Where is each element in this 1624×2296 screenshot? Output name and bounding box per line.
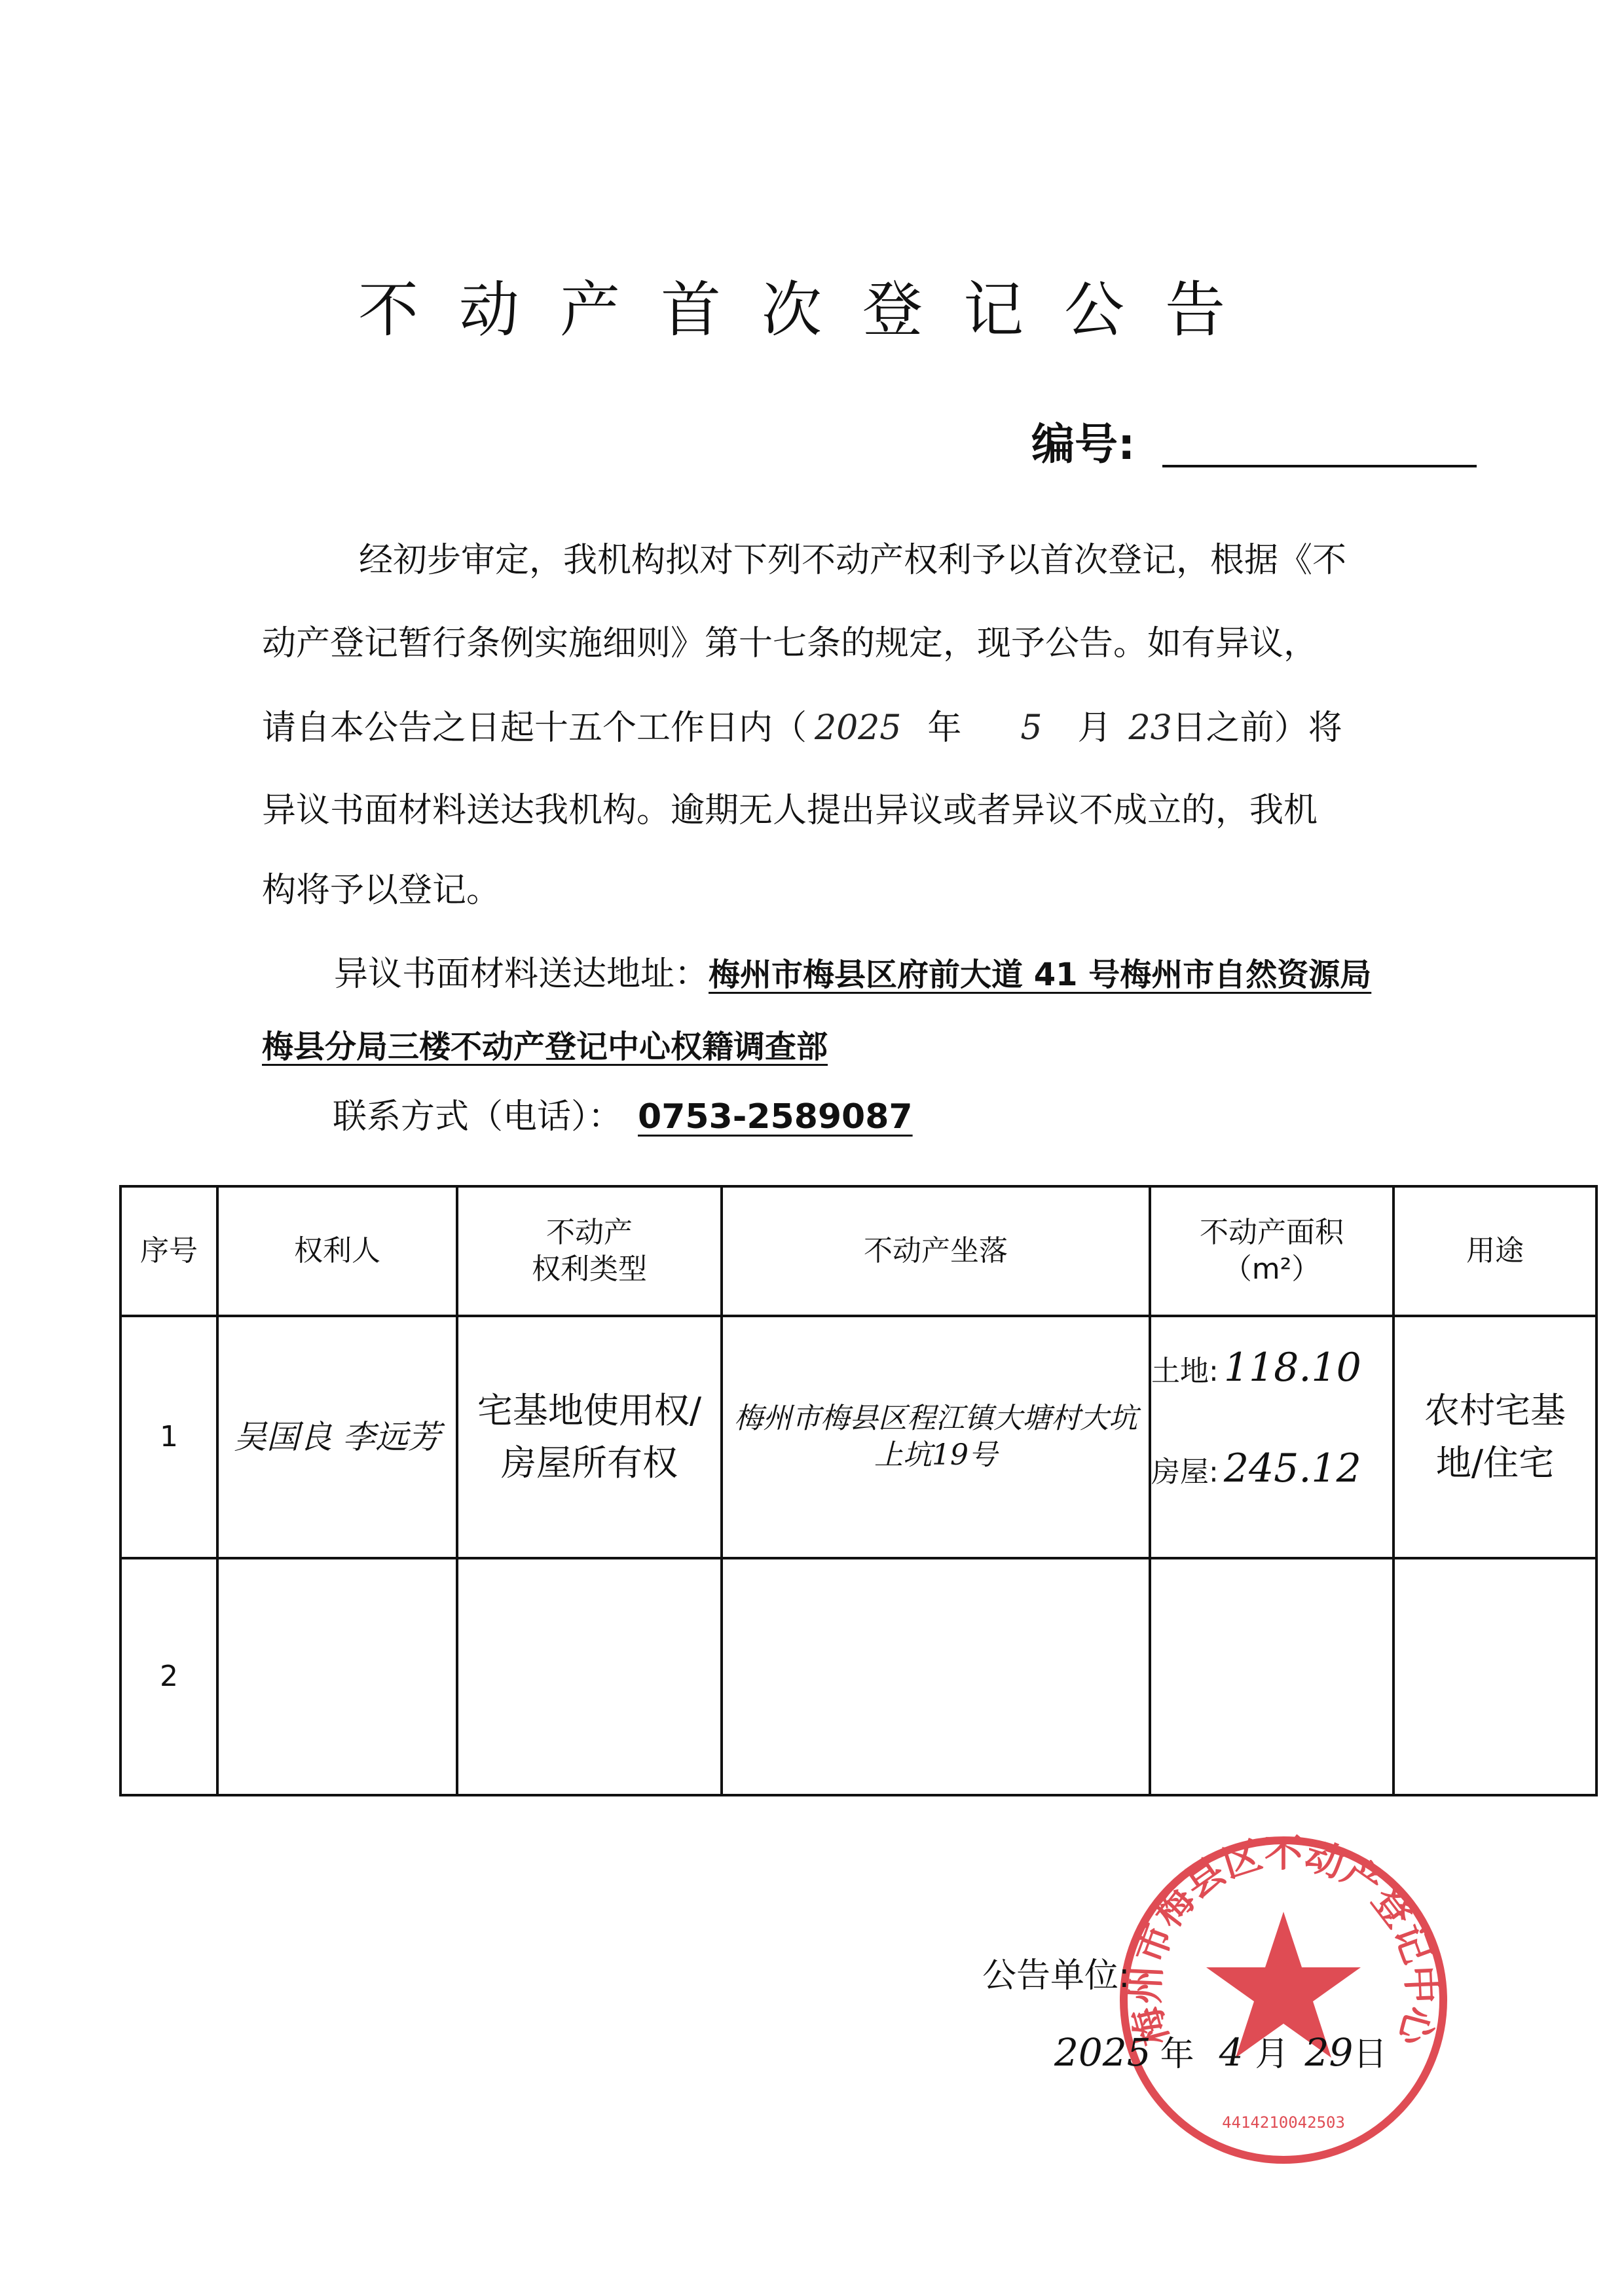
registration-table — [119, 1185, 1598, 1796]
deadline-month: 5 — [1020, 708, 1043, 748]
deadline-year: 2025 — [815, 708, 902, 748]
row-1-area — [1150, 1316, 1393, 1558]
issue-day-char: 日 — [1353, 2035, 1388, 2074]
row-1-seq: 1 — [120, 1316, 217, 1558]
table-header-row — [120, 1186, 1596, 1316]
header-location: 不动产坐落 — [722, 1186, 1150, 1316]
house-area-value: 245.12 — [1223, 1446, 1361, 1491]
row-2-area — [1150, 1558, 1393, 1795]
address-text-1: 梅州市梅县区府前大道 41 号梅州市自然资源局 — [709, 957, 1372, 993]
paragraph-line-4: 异议书面材料送达我机构。逾期无人提出异议或者异议不成立的，我机 — [262, 791, 1318, 830]
header-right-type-line-1: 不动产 — [546, 1216, 633, 1249]
land-area-row — [1151, 1326, 1392, 1437]
address-text-2: 梅县分局三楼不动产登记中心权籍调查部 — [262, 1029, 828, 1065]
serial-number-blank — [1162, 465, 1477, 467]
address-line-1 — [334, 955, 1371, 994]
issue-date — [1054, 2026, 1387, 2075]
deadline-day: 23 — [1128, 708, 1172, 748]
issue-year-char: 年 — [1160, 2035, 1194, 2074]
seal-text: 梅州市梅县区不动产登记中心 — [1122, 1831, 1445, 2050]
address-label: 异议书面材料送达地址： — [334, 955, 709, 994]
header-area-line-1: 不动产面积 — [1200, 1216, 1344, 1249]
header-holder: 权利人 — [217, 1186, 457, 1316]
issue-month-char: 月 — [1255, 2035, 1289, 2074]
address-line-2 — [262, 1027, 828, 1066]
deadline-year-char: 年 — [927, 708, 962, 748]
serial-number-label: 编号: — [1031, 419, 1135, 469]
row-2-location — [722, 1558, 1150, 1795]
issue-year: 2025 — [1054, 2030, 1151, 2075]
issue-month: 4 — [1219, 2030, 1244, 2075]
page-title: 不动产首次登记公告 — [358, 275, 1266, 345]
issuer-label: 公告单位: — [982, 1956, 1130, 1995]
paragraph-line-3 — [262, 708, 1342, 748]
row-1-location: 梅州市梅县区程江镇大塘村大坑上坑19号 — [722, 1316, 1150, 1558]
paragraph-line-3-prefix: 请自本公告之日起十五个工作日内（ — [262, 708, 807, 748]
deadline-month-char: 月 — [1077, 708, 1112, 748]
house-area-label: 房屋: — [1151, 1455, 1219, 1489]
paragraph-line-3-suffix: 日之前）将 — [1172, 708, 1342, 748]
row-1-holder: 吴国良 李远芳 — [217, 1316, 457, 1558]
header-right-type — [457, 1186, 722, 1316]
contact-label: 联系方式（电话）： — [333, 1097, 623, 1137]
header-area — [1150, 1186, 1393, 1316]
table-row — [120, 1316, 1596, 1558]
row-1-right-type: 宅基地使用权/房屋所有权 — [457, 1316, 722, 1558]
row-2-usage — [1393, 1558, 1596, 1795]
paragraph-line-5: 构将予以登记。 — [262, 871, 501, 910]
header-usage: 用途 — [1393, 1186, 1596, 1316]
row-2-holder — [217, 1558, 457, 1795]
contact-line — [333, 1097, 913, 1137]
paragraph-line-2: 动产登记暂行条例实施细则》第十七条的规定，现予公告。如有异议， — [262, 624, 1318, 663]
house-area-row — [1151, 1437, 1392, 1548]
row-2-seq: 2 — [120, 1558, 217, 1795]
table-row — [120, 1558, 1596, 1795]
land-area-label: 土地: — [1151, 1355, 1219, 1388]
official-seal — [1113, 1830, 1454, 2170]
contact-phone: 0753-2589087 — [638, 1097, 913, 1137]
header-right-type-line-2: 权利类型 — [532, 1252, 647, 1286]
land-area-value: 118.10 — [1223, 1345, 1361, 1391]
row-2-right-type — [457, 1558, 722, 1795]
header-seq: 序号 — [120, 1186, 217, 1316]
paragraph-line-1: 经初步审定，我机构拟对下列不动产权利予以首次登记，根据《不 — [359, 541, 1347, 580]
issue-day: 29 — [1304, 2030, 1354, 2075]
row-1-usage: 农村宅基地/住宅 — [1393, 1316, 1596, 1558]
seal-code: 4414210042503 — [1222, 2113, 1345, 2132]
header-area-line-2: （m²） — [1223, 1252, 1321, 1286]
